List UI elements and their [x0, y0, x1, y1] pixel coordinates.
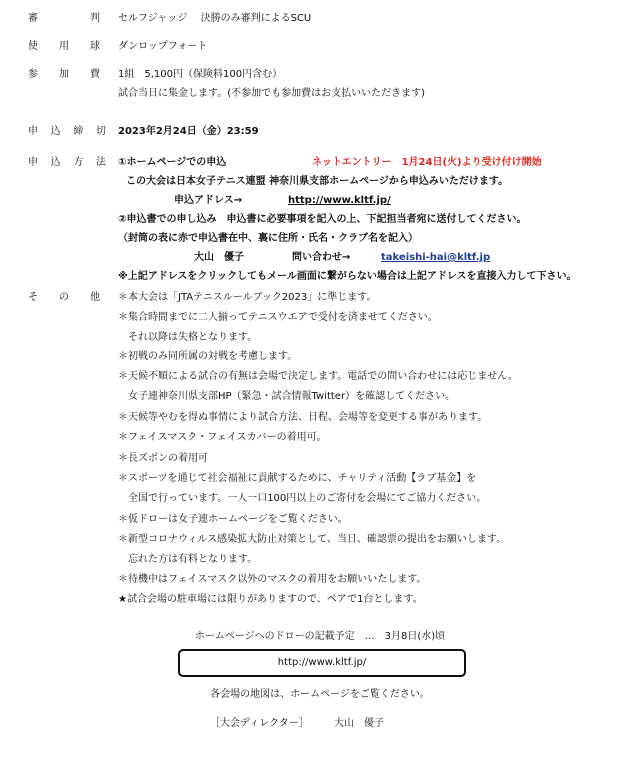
other-label: そ の 他 [28, 292, 100, 303]
other-list-item [0, 291, 640, 305]
draw-notice: ホームページへのドローの記載予定 … 3月8日(水)頃 [194, 631, 446, 642]
other-list-item-text: 忘れた方は有料となります。 [118, 554, 258, 565]
other-list-item-text: 全国で行っています。一人一口100円以上のご寄付を会場にてご協力ください。 [118, 493, 487, 504]
other-list-item [0, 452, 640, 466]
other-list-item-text: ＊仮ドローは女子連ホームページをご覧ください。 [118, 514, 348, 525]
method-row-2 [0, 175, 640, 189]
fee-sub-row [0, 87, 640, 101]
method-row-6 [0, 251, 640, 265]
other-list-item [0, 390, 640, 404]
fee-row [0, 68, 640, 82]
referee-row [0, 12, 640, 26]
method-envelope-text: （封筒の表に赤で申込書在中、裏に住所・氏名・クラブ名を記入） [118, 233, 418, 244]
net-entry-notice: ネットエントリー 1月24日(火)より受け付け開始 [312, 157, 542, 168]
method-label: 申 込 方 法 [28, 157, 106, 168]
method-row-1 [0, 156, 640, 170]
fee-label: 参 加 費 [28, 69, 100, 80]
referee-text: セルフジャッジ 決勝のみ審判によるSCU [118, 13, 312, 24]
director-name: 大山 優子 [334, 718, 384, 729]
other-list-item-text: ＊集合時間までに二人揃ってテニスウエアで受付を済ませてください。 [118, 312, 438, 323]
other-list-item [0, 411, 640, 425]
ball-text: ダンロップフォート [118, 41, 208, 52]
url-box[interactable] [178, 649, 466, 677]
ball-row [0, 40, 640, 54]
deadline-row [0, 125, 640, 139]
other-list-item-text: ＊スポーツを通じて社会福祉に貢献するために、チャリティ活動【ラブ基金】を [118, 473, 477, 484]
method-row-4 [0, 213, 640, 227]
other-list-item-text: 女子連神奈川県支部HP（緊急・試合情報Twitter）を確認してください。 [118, 391, 456, 402]
method-homepage: ①ホームページでの申込 [118, 157, 227, 168]
other-list-item [0, 350, 640, 364]
other-list-item [0, 472, 640, 486]
map-notice: 各会場の地図は、ホームページをご覧ください。 [210, 689, 430, 700]
other-list-item-text: ＊天候等やむを得ぬ事情により試合方法、日程、会場等を変更する事があります。 [118, 412, 488, 423]
other-list-item-text: それ以降は失格となります。 [118, 332, 258, 343]
contact-name: 大山 優子 [194, 252, 244, 263]
method-note: ※上記アドレスをクリックしてもメール画面に繋がらない場合は上記アドレスを直接入力して下さい。 [118, 271, 577, 282]
fee-text: 1組 5,100円（保険料100円含む） [118, 69, 283, 80]
other-list-item [0, 311, 640, 325]
other-list-item-text: ＊フェイスマスク・フェイスカバーの着用可。 [118, 432, 327, 443]
director-label: ［大会ディレクター］ [210, 718, 309, 729]
fee-subtext: 試合当日に集金します。(不参加でも参加費はお支払いいただきます) [118, 88, 426, 99]
apply-address-link[interactable]: http://www.kltf.jp/ [288, 195, 391, 206]
method-row-5 [0, 232, 640, 246]
other-list-item-text: ＊天候不順による試合の有無は会場で決定します。電話での問い合わせには応じません。 [118, 371, 518, 382]
other-list-item-text: ＊新型コロナウィルス感染拡大防止対策として、当日、確認票の提出をお願いします。 [118, 534, 507, 545]
other-list-item [0, 492, 640, 506]
apply-address-label: 申込アドレス→ [174, 195, 243, 206]
method-federation-text: この大会は日本女子テニス連盟 神奈川県支部ホームページから申込みいただけます。 [126, 176, 509, 187]
contact-email-link[interactable]: takeishi-hai@kltf.jp [381, 252, 491, 263]
other-list-item-text: ＊初戦のみ同所属の対戦を考慮します。 [118, 351, 298, 362]
url-box-text[interactable]: http://www.kltf.jp/ [277, 657, 367, 668]
deadline-label: 申 込 締 切 [28, 126, 106, 137]
other-list-item [0, 573, 640, 587]
ball-label: 使 用 球 [28, 41, 100, 52]
method-row-3 [0, 194, 640, 208]
deadline-text: 2023年2月24日（金）23:59 [118, 126, 259, 137]
other-list-item [0, 431, 640, 445]
other-list-item [0, 331, 640, 345]
referee-label: 審 判 [28, 13, 100, 24]
other-list-item [0, 553, 640, 567]
other-list-item [0, 513, 640, 527]
other-list-item [0, 593, 640, 607]
other-list-item-text: ＊長ズボンの着用可 [118, 453, 208, 464]
method-form-text: ②申込書での申し込み 申込書に必要事項を記入の上、下記担当者宛に送付してください。 [118, 214, 527, 225]
other-list-item-text: ＊本大会は「JTAテニスルールブック2023」に準じます。 [118, 292, 377, 303]
other-list-item [0, 533, 640, 547]
other-list-item-text: ★試合会場の駐車場には限りがありますので、ペアで1台とします。 [118, 594, 423, 605]
director-row [0, 717, 640, 731]
other-list-item [0, 370, 640, 384]
contact-label: 問い合わせ→ [292, 252, 351, 263]
other-list-item-text: ＊待機中はフェイスマスク以外のマスクの着用をお願いいたします。 [118, 574, 427, 585]
method-row-7 [0, 270, 640, 284]
